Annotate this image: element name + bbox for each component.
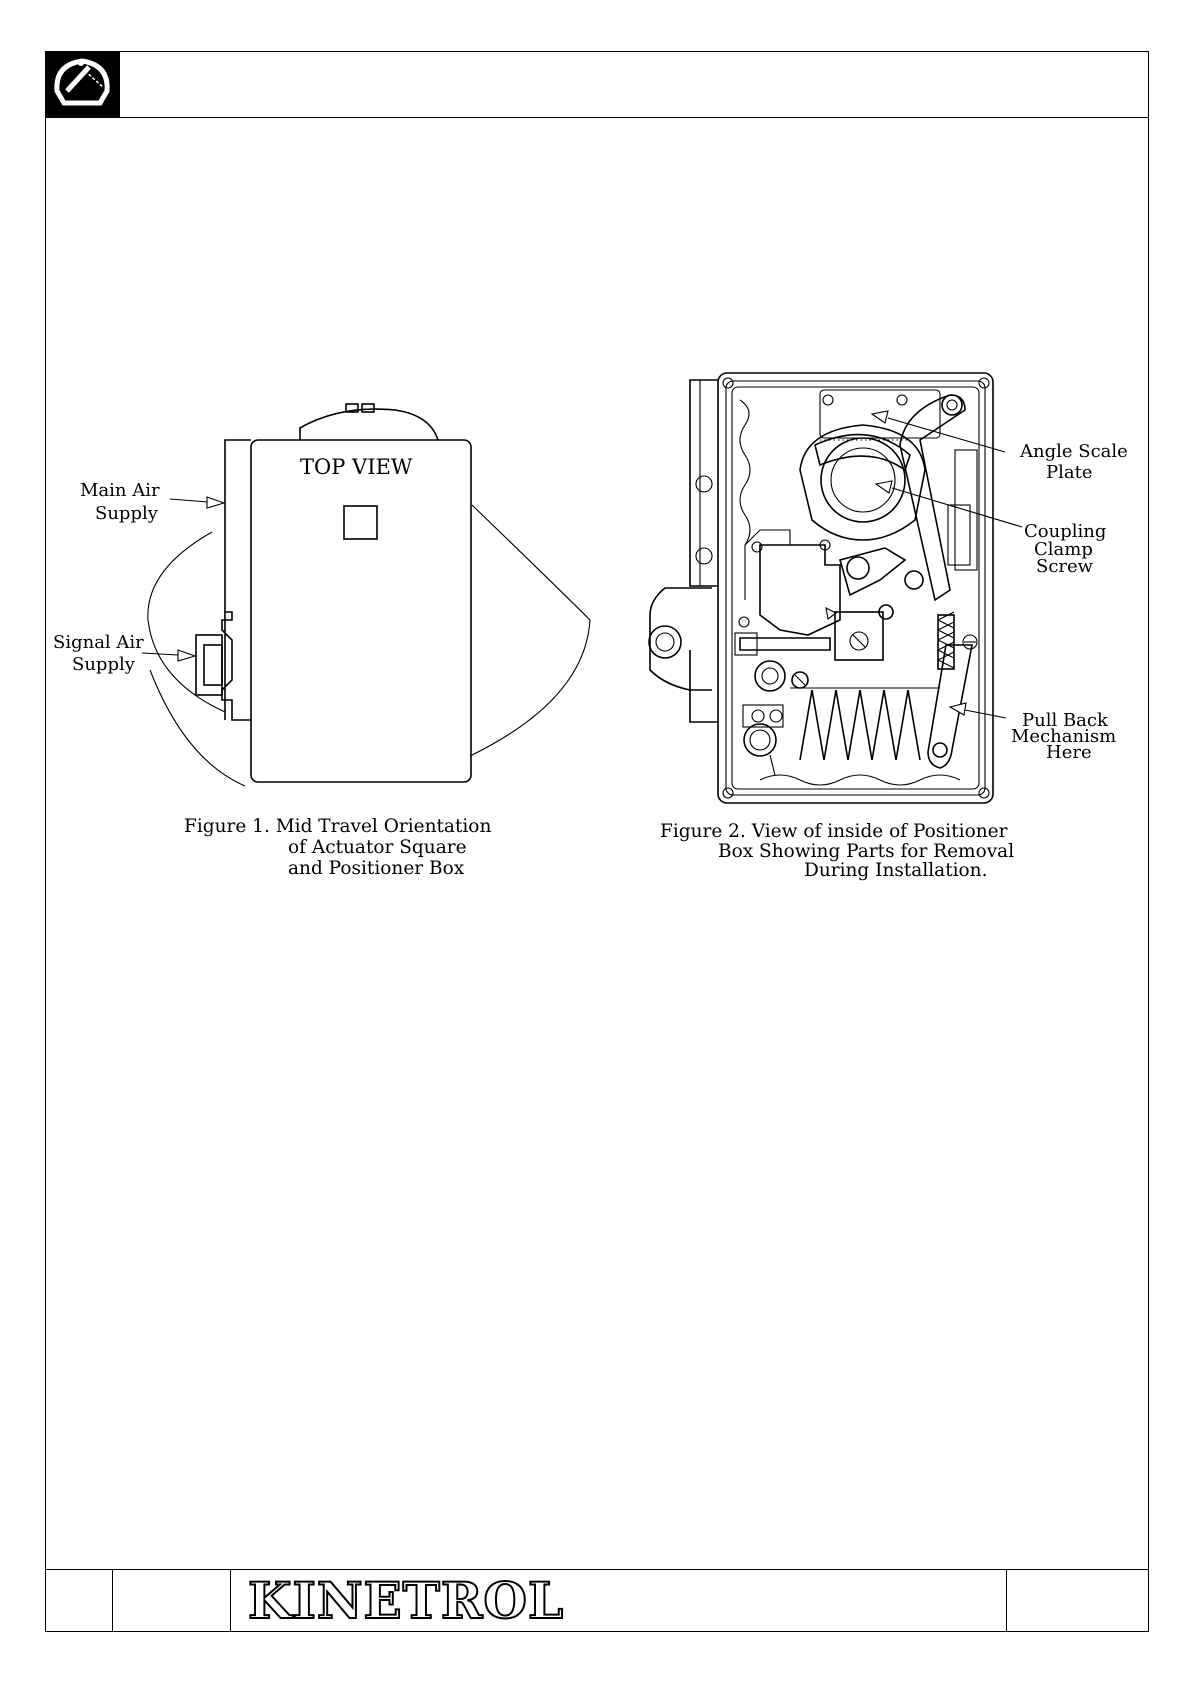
figure-2-caption-line2: Box Showing Parts for Removal — [718, 841, 1015, 862]
callout-signal-air-line1: Signal Air — [53, 632, 144, 653]
callout-coupling-line2: Clamp — [1034, 539, 1093, 560]
figure-1-caption-line2: of Actuator Square — [288, 837, 467, 858]
figure-1-caption-line3: and Positioner Box — [288, 858, 465, 879]
callout-main-air-line2: Supply — [95, 503, 158, 524]
callout-signal-air-line2: Supply — [72, 654, 135, 675]
callout-pull-back-line2: Mechanism — [1011, 726, 1117, 747]
callout-pull-back-line3: Here — [1046, 742, 1092, 763]
figure-2-caption-line3: During Installation. — [804, 860, 988, 881]
callout-main-air-line1: Main Air — [80, 480, 160, 501]
svg-text:KINETROL: KINETROL — [248, 1571, 565, 1630]
callout-angle-scale-line2: Plate — [1046, 462, 1093, 483]
callout-coupling-line1: Coupling — [1024, 521, 1107, 542]
top-view-label: TOP VIEW — [300, 455, 413, 479]
callout-pull-back-line1: Pull Back — [1022, 710, 1108, 731]
figure-1-actuator-top-view — [53, 404, 590, 879]
figure-1-caption-line1: Figure 1. Mid Travel Orientation — [184, 816, 492, 837]
callout-coupling-line3: Screw — [1036, 556, 1094, 577]
figure-2-caption-line1: Figure 2. View of inside of Positioner — [660, 821, 1008, 842]
figure-2-positioner-interior — [649, 373, 1128, 881]
callout-angle-scale-line1: Angle Scale — [1020, 441, 1128, 462]
